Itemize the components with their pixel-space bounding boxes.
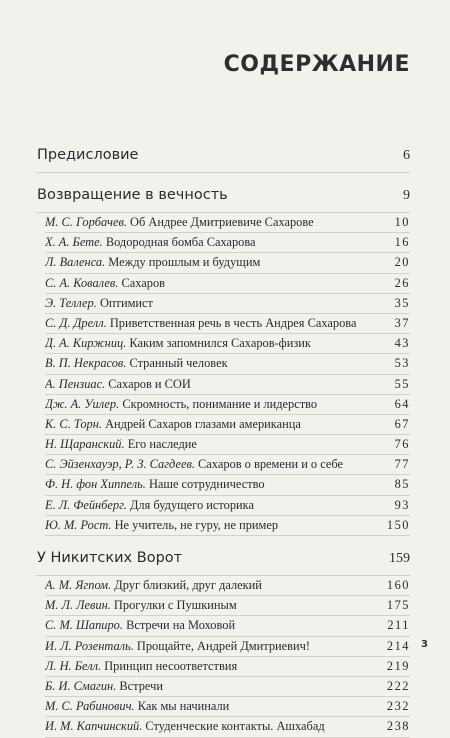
entry-text [45, 395, 389, 414]
entry-title: Об Андрее Дмитриевиче Сахарове [126, 215, 314, 229]
entry-title: Между прошлым и будущим [105, 255, 261, 270]
toc-entry[interactable] [45, 616, 410, 636]
entry-page-number: 77 [394, 457, 410, 472]
entry-text [45, 697, 381, 716]
entry-page-number: 232 [386, 699, 410, 714]
toc-entry[interactable] [45, 274, 410, 294]
toc-entry[interactable] [45, 596, 410, 616]
entry-title: Друг близкий, друг далекий [111, 578, 262, 592]
entry-author: Х. А. Бете. [45, 235, 103, 250]
entry-title: Прогулки с Пушкиным [110, 598, 237, 613]
entry-page-number: 55 [394, 376, 410, 391]
entry-text [45, 616, 381, 635]
entry-title: Встречи [116, 678, 163, 693]
entry-author: Д. А. Киржниц. [45, 336, 127, 351]
section-gap [37, 536, 410, 544]
section-page-number: 9 [403, 188, 410, 203]
entry-page-number: 85 [394, 477, 410, 492]
entry-author: А. М. Ягпом. [45, 578, 112, 592]
entry-author: Е. Л. Фейнберг. [45, 497, 127, 512]
entry-author: С. Эйзенхауэр, Р. З. Сагдеев. [45, 457, 195, 472]
entry-title: Как мы начинали [134, 699, 230, 714]
entry-author: Ю. М. Рост. [45, 517, 112, 532]
toc-entry[interactable] [45, 213, 410, 233]
entry-page-number: 93 [394, 497, 410, 512]
entry-author: М. Л. Левин. [45, 598, 111, 613]
entry-title: Прощайте, Андрей Дмитриевич! [133, 638, 310, 653]
entry-author: М. С. Горбачев. [45, 215, 127, 229]
entry-page-number: 222 [386, 678, 410, 693]
entry-text [45, 657, 381, 676]
toc-entry[interactable] [45, 475, 410, 495]
entry-author: Л. Валенса. [45, 255, 106, 270]
section-title: Предисловие [37, 147, 139, 163]
toc-section-preface[interactable] [37, 141, 410, 173]
toc-entry[interactable] [45, 637, 410, 657]
toc-entry[interactable] [45, 253, 410, 273]
entry-page-number: 160 [386, 578, 410, 592]
entry-text [45, 637, 381, 656]
entry-title: Не учитель, не гуру, не пример [111, 517, 279, 532]
entry-page-number: 26 [394, 275, 410, 290]
entry-page-number: 150 [386, 517, 410, 532]
page-title: СОДЕРЖАНИЕ [223, 52, 410, 77]
section-page-number: 6 [403, 148, 410, 163]
entry-page-number: 10 [394, 215, 410, 229]
entry-page-number: 214 [386, 638, 410, 653]
entry-author: С. М. Шапиро. [45, 618, 123, 633]
entry-text [45, 596, 381, 615]
toc-entry[interactable] [45, 496, 410, 516]
entry-title: Странный человек [126, 356, 228, 371]
entry-author: С. Д. Дрелл. [45, 315, 107, 330]
entry-title: Его наследие [124, 437, 197, 452]
entry-page-number: 53 [394, 356, 410, 371]
entry-text [45, 294, 389, 313]
toc-entry[interactable] [45, 657, 410, 677]
entry-text [45, 516, 381, 535]
toc-entry[interactable] [45, 415, 410, 435]
entry-page-number: 67 [394, 416, 410, 431]
entry-page-number: 175 [386, 598, 410, 613]
entry-title: Андрей Сахаров глазами американца [101, 416, 301, 431]
toc-entry[interactable] [45, 717, 410, 737]
entry-text [45, 274, 389, 293]
entry-author: Б. И. Смагин. [45, 678, 117, 693]
entry-text [45, 717, 381, 736]
entry-text [45, 435, 389, 454]
entry-text [45, 496, 389, 515]
entry-text [45, 455, 389, 474]
entry-author: А. Пензиас. [45, 376, 106, 391]
entry-title: Приветственная речь в честь Андрея Сахарова [106, 315, 357, 330]
toc-entry[interactable] [45, 354, 410, 374]
entry-title: Сахаров о времени и о себе [194, 457, 344, 472]
entry-author: Л. Н. Белл. [45, 658, 102, 673]
toc-entry[interactable] [45, 334, 410, 354]
entry-author: Дж. А. Уилер. [45, 396, 120, 411]
page-number: 3 [421, 639, 428, 650]
entry-text [45, 213, 389, 232]
entry-text [45, 233, 389, 252]
entry-page-number: 16 [394, 235, 410, 250]
toc-entry[interactable] [45, 314, 410, 334]
entry-author: И. М. Капчинский. [45, 719, 143, 734]
toc-entry[interactable] [45, 516, 410, 536]
entry-page-number: 64 [394, 396, 410, 411]
entry-page-number: 211 [387, 618, 410, 633]
toc-section-heading[interactable] [37, 544, 410, 576]
toc-entry[interactable] [45, 294, 410, 314]
entry-page-number: 219 [386, 658, 410, 673]
entry-page-number: 43 [394, 336, 410, 351]
entry-title: Принцип несоответствия [101, 658, 238, 673]
entry-author: К. С. Торн. [45, 416, 102, 431]
entry-page-number: 37 [394, 315, 410, 330]
section-title: У Никитских Ворот [37, 550, 183, 566]
entry-title: Оптимист [96, 295, 153, 310]
entry-author: И. Л. Розенталь. [45, 638, 134, 653]
entry-text [45, 314, 389, 333]
entry-page-number: 76 [394, 437, 410, 452]
table-of-contents [37, 141, 410, 738]
entry-page-number: 238 [386, 719, 410, 734]
entry-author: Э. Теллер. [45, 295, 97, 310]
toc-entry[interactable] [45, 375, 410, 395]
entry-title: Встречи на Моховой [122, 618, 236, 633]
entry-author: Ф. Н. фон Хиппель. [45, 477, 146, 492]
section-title: Возвращение в вечность [37, 187, 228, 203]
entry-text [45, 677, 381, 696]
entry-title: Сахаров [118, 275, 165, 290]
entry-title: Каким запомнился Сахаров-физик [126, 336, 311, 351]
entry-author: В. П. Некрасов. [45, 356, 127, 371]
entry-text [45, 253, 389, 272]
section-page-number: 159 [389, 551, 410, 566]
entry-text [45, 334, 389, 353]
entry-author: С. А. Ковалев. [45, 275, 119, 290]
entry-title: Скромность, понимание и лидерство [119, 396, 318, 411]
entry-text [45, 375, 389, 394]
toc-entry[interactable] [45, 697, 410, 717]
toc-entry[interactable] [45, 576, 410, 596]
entry-title: Для будущего историка [126, 497, 254, 512]
entry-title: Водородная бомба Сахарова [102, 235, 256, 250]
entry-page-number: 35 [394, 295, 410, 310]
entry-text [45, 576, 381, 595]
toc-section-heading[interactable] [37, 181, 410, 213]
entry-author: М. С. Рабинович. [45, 699, 135, 714]
toc-entry[interactable] [45, 677, 410, 697]
toc-entry[interactable] [45, 455, 410, 475]
toc-entry[interactable] [45, 395, 410, 415]
entry-title: Сахаров и СОИ [105, 376, 191, 391]
toc-entry[interactable] [45, 233, 410, 253]
entry-title: Наше сотрудничество [145, 477, 265, 492]
entry-text [45, 415, 389, 434]
entry-text [45, 354, 389, 373]
entry-author: Н. Щаранский. [45, 437, 125, 452]
toc-entry[interactable] [45, 435, 410, 455]
entry-title: Студенческие контакты. Ашхабад [142, 719, 325, 734]
entry-text [45, 475, 389, 494]
entry-page-number: 20 [394, 255, 410, 270]
